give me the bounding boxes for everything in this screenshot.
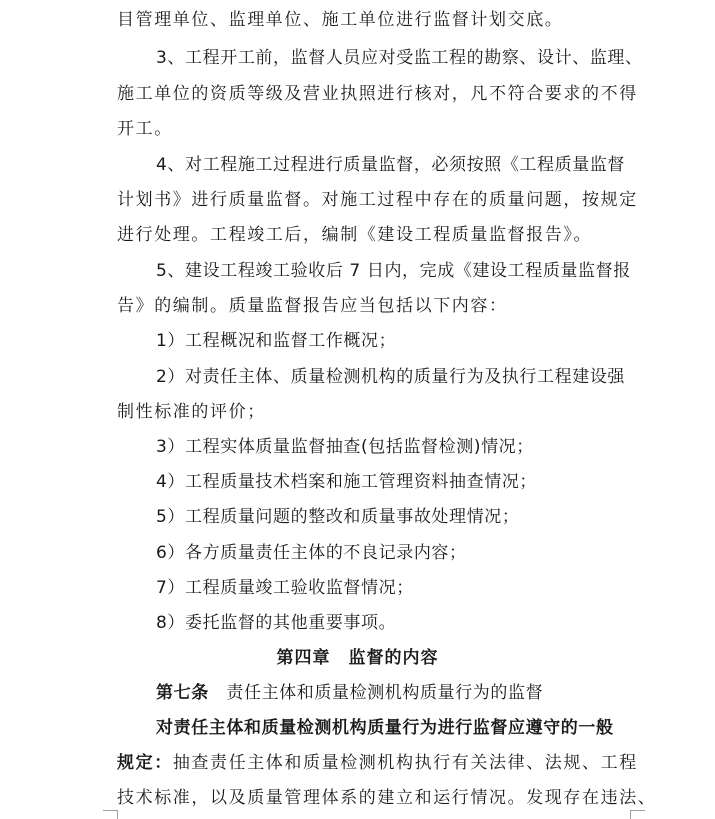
general-rule-line-3: 技术标准，以及质量管理体系的建立和运行情况。发现存在违法、 [117, 788, 657, 808]
article-7-label: 第七条 [156, 683, 209, 703]
page-margin-mark-left [103, 810, 118, 819]
item-3-line-2: 施工单位的资质等级及营业执照进行核对，凡不符合要求的不得 [117, 84, 638, 104]
sub-item-4: 4）工程质量技术档案和施工管理资料抽查情况； [156, 472, 538, 492]
article-7-heading [156, 676, 715, 710]
item-4-line-1: 4、对工程施工过程进行质量监督，必须按照《工程质量监督 [156, 155, 626, 175]
article-7-title: 责任主体和质量检测机构质量行为的监督 [208, 683, 544, 703]
item-3-line-3: 开工。 [117, 119, 173, 139]
sub-item-2-line-2: 制性标准的评价； [117, 402, 266, 422]
item-3-line-1: 3、工程开工前，监督人员应对受监工程的勘察、设计、监理、 [156, 48, 643, 68]
sub-item-5: 5）工程质量问题的整改和质量事故处理情况； [156, 507, 520, 527]
item-4-line-3: 进行处理。工程竣工后，编制《建设工程质量监督报告》。 [117, 225, 593, 245]
general-rule-line-2 [117, 746, 637, 780]
item-5-line-2: 告》的编制。质量监督报告应当包括以下内容： [117, 296, 508, 316]
sub-item-3: 3）工程实体质量监督抽查(包括监督检测)情况； [156, 437, 534, 457]
sub-item-7: 7）工程质量竣工验收监督情况； [156, 578, 414, 598]
general-rule-label: 规定： [117, 753, 173, 773]
sub-item-6: 6）各方质量责任主体的不良记录内容； [156, 543, 467, 563]
item-4-line-2: 计划书》进行质量监督。对施工过程中存在的质量问题，按规定 [117, 190, 638, 210]
page-margin-mark-right [630, 810, 645, 819]
chapter-heading: 第四章 监督的内容 [276, 648, 439, 668]
item-5-line-1: 5、建设工程竣工验收后 7 日内，完成《建设工程质量监督报 [156, 261, 631, 281]
sub-item-8: 8）委托监督的其他重要事项。 [156, 613, 397, 633]
paragraph-line: 目管理单位、监理单位、施工单位进行监督计划交底。 [117, 10, 564, 30]
sub-item-1: 1）工程概况和监督工作概况； [156, 331, 397, 351]
general-rule-line-1: 对责任主体和质量检测机构质量行为进行监督应遵守的一般 [156, 718, 614, 738]
general-rule-text: 抽查责任主体和质量检测机构执行有关法律、法规、工程 [172, 753, 638, 773]
sub-item-2-line-1: 2）对责任主体、质量检测机构的质量行为及执行工程建设强 [156, 367, 626, 387]
